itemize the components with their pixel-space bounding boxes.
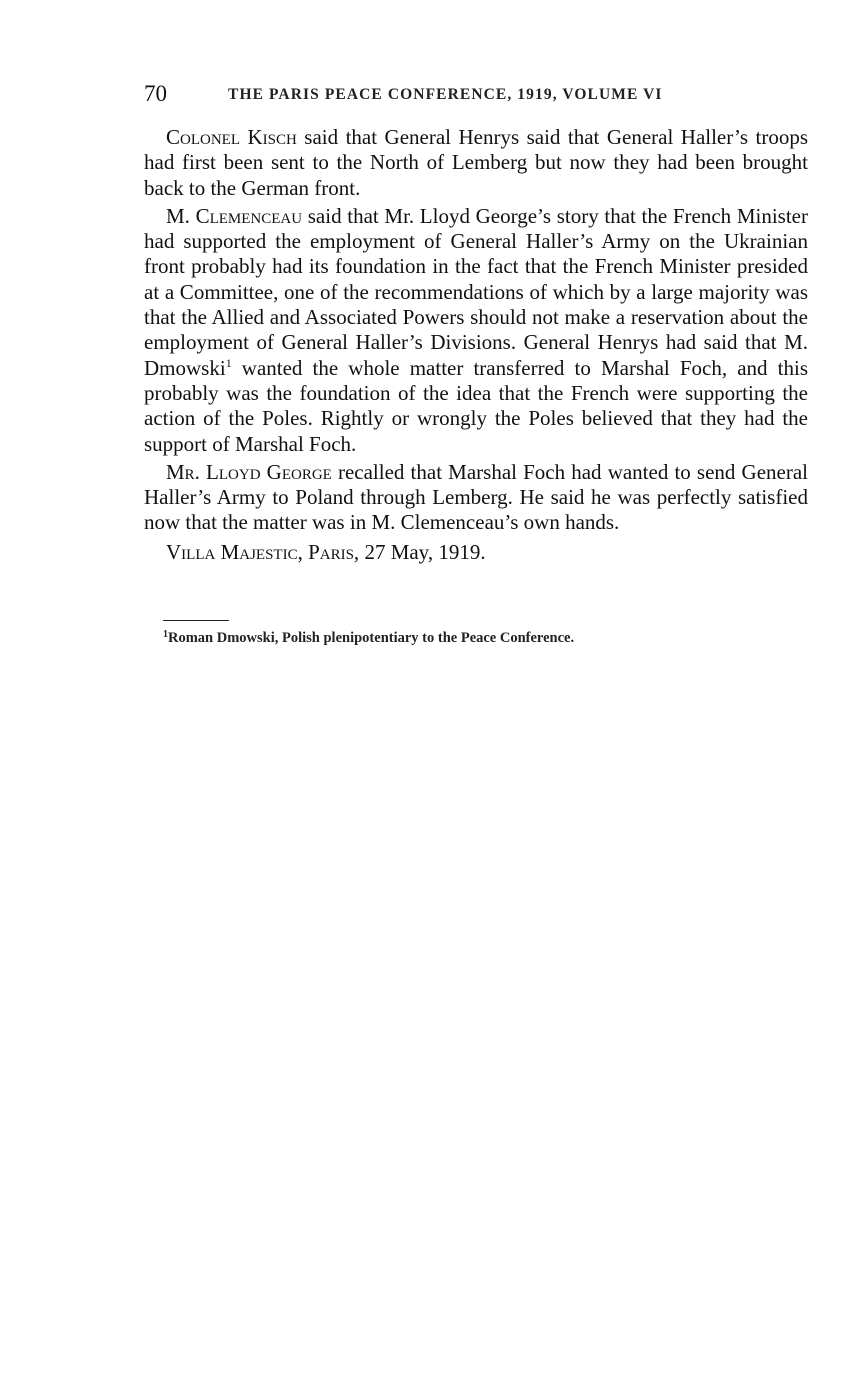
body-text [144,125,808,565]
paragraph-kisch [144,125,808,201]
dateline-date: 27 May, 1919. [359,539,486,564]
paragraph-text: said that Mr. Lloyd George’s story that the French Minister had supported the employment of General Haller’s Army on the Ukrainian front probably had its foundation in the fact that the French Minister presided at a Committee, one of the recommendations of which by a large majority was that the Allied and Associated Powers should not make a reservation about the employment of General Haller’s Divisions. General Henrys had said that M. Dmowski [144,203,808,380]
footnote-divider [163,620,229,621]
footnote-text: Roman Dmowski, Polish plenipotentiary to the Peace Conference. [168,630,575,646]
paragraph-clemenceau [144,204,808,457]
footnote-reference: 1 [225,355,232,370]
dateline-place: Villa Majestic, Paris, [166,539,360,564]
page-header [144,80,808,110]
footnote-number: 1 [163,629,168,640]
speaker-name: Clemenceau [195,203,303,228]
speaker-name: Colonel Kisch [166,125,297,149]
dateline [144,540,808,565]
paragraph-text-continued: wanted the whole matter transferred to Marshal Foch, and this probably was the foundation of the idea that the French were supporting the action of the Poles. Rightly or wrongly the Poles believed that they had the support of Marshal Foch. [144,355,808,456]
footnote [163,628,808,648]
speaker-prefix: M. [166,203,196,228]
speaker-name: Mr. Lloyd George [166,459,332,484]
running-title: THE PARIS PEACE CONFERENCE, 1919, VOLUME VI [228,86,663,103]
paragraph-text: said that General Henrys said that General Haller’s troops had first been sent to the North of Lemberg but now they had been brought back to the German front. [144,125,808,200]
paragraph-text: recalled that Marshal Foch had wanted to send General Haller’s Army to Poland through Lemberg. He said he was perfectly satisfied now that the matter was in M. Clemenceau’s own hands. [144,459,809,535]
page-number: 70 [144,81,167,106]
paragraph-lloyd-george [144,460,808,536]
